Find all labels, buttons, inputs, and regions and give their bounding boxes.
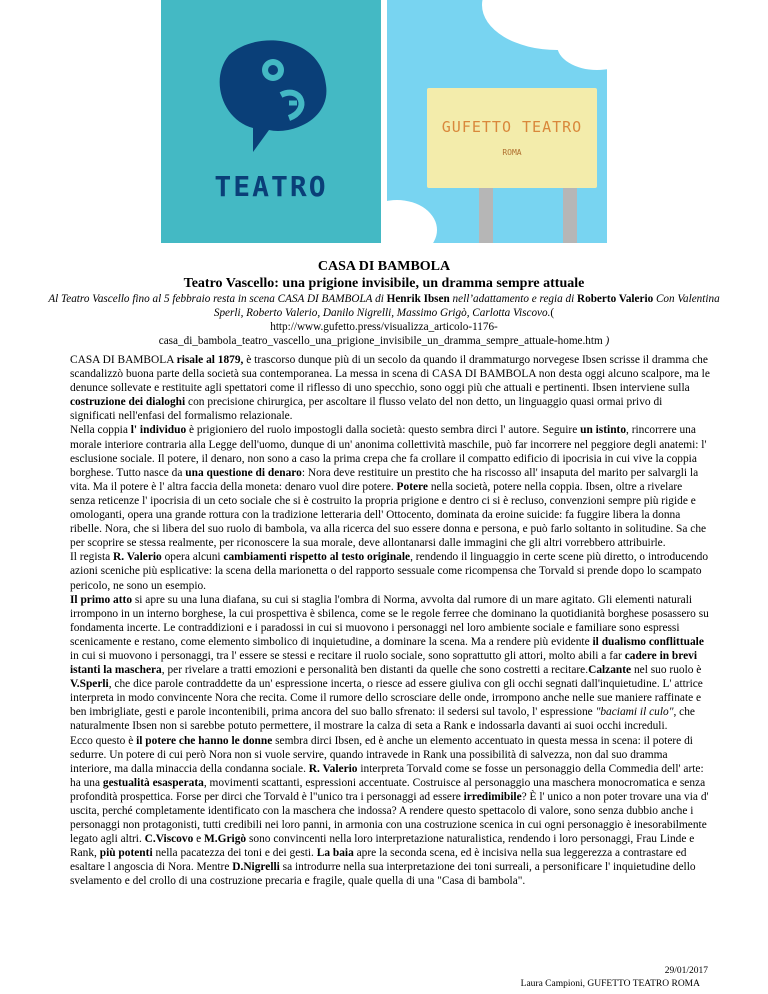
bold-run: R. Valerio [308,762,358,775]
article-date: 29/01/2017 [664,966,708,976]
credits-intro: Al Teatro Vascello fino al 5 febbraio resta in scena CASA DI BAMBOLA di [48,293,387,305]
billboard-title: GUFETTO TEATRO [441,118,583,136]
header-images [161,0,607,243]
credits-cast: Con Valentina Sperli, Roberto Valerio, Danilo Nigrelli, Massimo Grigò, Carlotta Viscovo. [213,293,720,319]
bold-run: cadere in brevi istanti la maschera [70,649,698,677]
teatro-logo [161,0,381,243]
url-line-1: http://www.gufetto.press/visualizza_articolo-1176- [270,321,498,333]
bold-run: V.Sperli [70,678,109,691]
text-run: sembra dirci Ibsen, ed è anche un elemento accentuato in questa messa in scena: il potere di sedurre. Un potere di cui però Nora non si vuole servire, quando intravede in Rank una possibilità di salvezza, non dal suo dramma interiore, ma dalla minaccia della condanna sociale. [70,734,693,775]
cloud [387,200,437,243]
bold-run: più potenti [99,847,153,860]
teatro-word: TEATRO [214,170,328,203]
bold-run: una questione di denaro [185,466,302,479]
paragraph [70,550,710,592]
bold-run: Potere [396,480,428,493]
text-run: Nella coppia [70,424,131,437]
credits-mid: nell’adattamento e regia di [449,293,578,305]
text-run: interpreta Torvald come se fosse un personaggio della Commedia dell' arte: ha una [70,762,704,789]
billboard [427,88,597,188]
billboard-logo [387,0,607,243]
credits-close: ) [602,335,610,347]
text-run: , movimenti scattanti, espressioni accentuate. Costruisce al personaggio una maschera monocromatica e senza profondità prospettica. Forse per dirci che Torvald è l"unico tra i personaggi ad essere [70,776,706,803]
credits-paren: ( [550,307,555,319]
owl-bubble-icon [161,0,381,243]
text-run: in cui si muovono i personaggi, tra l' essere se stessi e recitare il ruolo sociale, sono soprattutto gli attori, molto abili a far [70,649,625,662]
text-run: nella società, potere nella coppia. Ibsen, oltre a rivelare senza reticenze l' ipocrisia di un ceto sociale che si è costruito la propria prigione e dentro ci si è recluso, convenzioni sempre più rigide e omologanti, opera una grande rottura con la tradizione letteraria dell' Ottocento, dominata da eroine suicide: fa fuggire libera la donna ribelle. Nora, che si libera del suo ruolo di bambola, va alla ricerca del suo essere donna e persona, e può farlo soltanto in solitudine. Sa che per scoprire se stessa realmente, per riconoscere la sua morale, deve allontanarsi dalle immagini che gli altri vorrebbero attribuirle. [70,480,707,550]
article-credits [44,292,724,348]
bold-run: La baia [316,847,354,860]
text-run: , per rivelare a tratti emozioni e personalità ben distanti da quelle che sono costretti a recitare. [161,664,589,677]
text-run: , rincorrere una morale interiore contraria alla Legge dell'uomo, dunque di un' anonima collettività maschile, può far incorrere nel peggiore degli anatemi: l' esclusione sociale. Il potere, il denaro, non sono a caso la prima crepa che fa crollare il compatto edificio di ipocrisia in cui vive la coppia borghese. Tutto nasce da [70,424,707,479]
paragraph [70,423,710,550]
text-run: CASA DI BAMBOLA [70,354,177,366]
text-run: sa introdurre nella sua interpretazione dei toni surreali, a personificare l' inquietudine dello svelamento e del crollo di una costruzione precaria e fragile, quale quella di una "Casa di bambola". [70,861,696,888]
bold-run: C.Viscovo [144,833,194,846]
text-run: con precisione chirurgica, per ascoltare il flusso velato del non detto, un linguaggio quasi ormai privo di significati nell'enfasi del formalismo relazionale. [70,396,663,423]
bold-run: cambiamenti rispetto al testo originale [223,551,411,564]
bold-run: il potere che hanno le donne [136,734,273,747]
text-run: ? È l' unico a non poter trovare una via d' uscita, perché completamente identificato con la maschera che indossa? A rendere questo spettacolo di valore, sono senza dubbio anche i personaggi non protagonisti, tutti credibili nei loro panni, in armonia con una costruzione scenica in cui ogni personaggio è inesorabilmente legato agli altri. [70,790,709,846]
bold-run: D.Nigrelli [232,861,280,874]
text-run: e [193,833,205,846]
bold-run: il dualismo conflittuale [592,635,704,648]
bold-run: risale al 1879, [176,354,244,366]
text-run: è trascorso dunque più di un secolo da quando il drammaturgo norvegese Ibsen scrisse il dramma che scandalizzò buona parte della società sua contemporanea. La messa in scena di CASA DI BAMBOLA non desta oggi alcuno scalpore, ma le denunce sollevate e restituite agli spettatori come il riflesso di uno specchio, sono oggi più che attuali e pertinenti. Ibsen interviene sulla [70,354,710,395]
bold-run: M.Grigò [204,833,247,846]
bold-run: Il primo atto [70,593,133,606]
text-run: nella pacatezza dei toni e dei gesti. [152,847,317,860]
text-run: , rendendo il linguaggio in certe scene più diretto, o introducendo azioni sceniche più esplicative: la scena della marionetta o del rapporto sessuale come ricompensa che Torvald si prende dopo lo scampato pericolo, ne sono un esempio. [70,551,709,592]
text-run: Ecco questo è [70,734,137,747]
bold-run: irredimibile [463,790,522,803]
paragraph [70,353,710,423]
text-run: è prigioniero del ruolo impostogli dalla società: questo sembra dirci l' autore. Seguire [186,424,581,437]
credits-director: Roberto Valerio [577,293,654,305]
text-run: apre la seconda scena, ed è incisiva nella sua leggerezza a contrastare ed esaltare l angoscia di Nora. Mentre [70,847,687,874]
paragraph [70,734,710,889]
url-line-2: casa_di_bambola_teatro_vascello_una_prigione_invisibile_un_dramma_sempre_attuale-home.htm [158,335,603,347]
article-signature: Laura Campioni, GUFETTO TEATRO ROMA [520,979,700,989]
text-run: opera alcuni [161,551,224,564]
text-run: , che dice parole contraddette da un' espressione incerta, o riesce ad essere giuliva con gli occhi segnati dall'inquietudine. L' attrice interpreta in modo convincente Nora che recita. Come il rumore dello scrosciare delle onde, irrompono anche nelle sue maniere raffinate e ben imbrigliate, gesti e parole incontenibili, prima ancora del suo ballo sfrenato: il sedersi sul tavolo, l' espressione [70,678,703,719]
article-body [70,353,710,889]
paragraph [70,593,710,734]
bold-run: Calzante [588,664,632,677]
credits-author: Henrik Ibsen [386,293,450,305]
text-run: , che naturalmente Ibsen non si sarebbe potuto permettere, il mostrare la calza di seta a Rank e indossarla davanti ai suoi occhi increduli. [70,706,695,733]
source-link[interactable] [159,321,603,347]
text-run: nel suo ruolo è [631,664,702,677]
bold-run: l' individuo [130,424,187,437]
billboard-post [563,188,577,243]
article-title: CASA DI BAMBOLA [317,259,451,274]
text-run: Il regista [70,551,114,564]
billboard-subtitle: ROMA [502,148,522,157]
bold-run: R. Valerio [113,551,162,564]
bold-run: un istinto [580,424,627,437]
text-run: sono convincenti nella loro interpretazione naturalistica, rendendo i loro personaggi, Frau Linde e Rank, [70,833,695,860]
article-subtitle: Teatro Vascello: una prigione invisibile, un dramma sempre attuale [183,276,585,291]
italic-run: "baciami il culo" [595,706,674,719]
article-header [0,258,768,348]
bold-run: costruzione dei dialoghi [70,396,186,409]
billboard-post [479,188,493,243]
text-run: : Nora deve restituire un prestito che ha riscosso all' insaputa del marito per salvargli la vita. Ma il potere è l' altra faccia della moneta: denaro vuol dire potere. [70,466,699,493]
bold-run: gestualità esasperata [102,776,204,789]
text-run: si apre su una luna diafana, su cui si staglia l'ombra di Norma, avvolta dal rumore di un mare agitato. Gli elementi naturali irrompono in un interno borghese, la cui prospettiva è sbilenca, come se le regole ferree che dominano la quotidianità borghese posassero su fondamenta incerte. Le contraddizioni e i paradossi in cui si muovono i personaggi nel loro ambiente sociale e familiare sono espressi scenicamente e restano, come elemento simbolico di inquietudine, a dominare la scena. Ma a rendere più evidente [70,593,709,648]
